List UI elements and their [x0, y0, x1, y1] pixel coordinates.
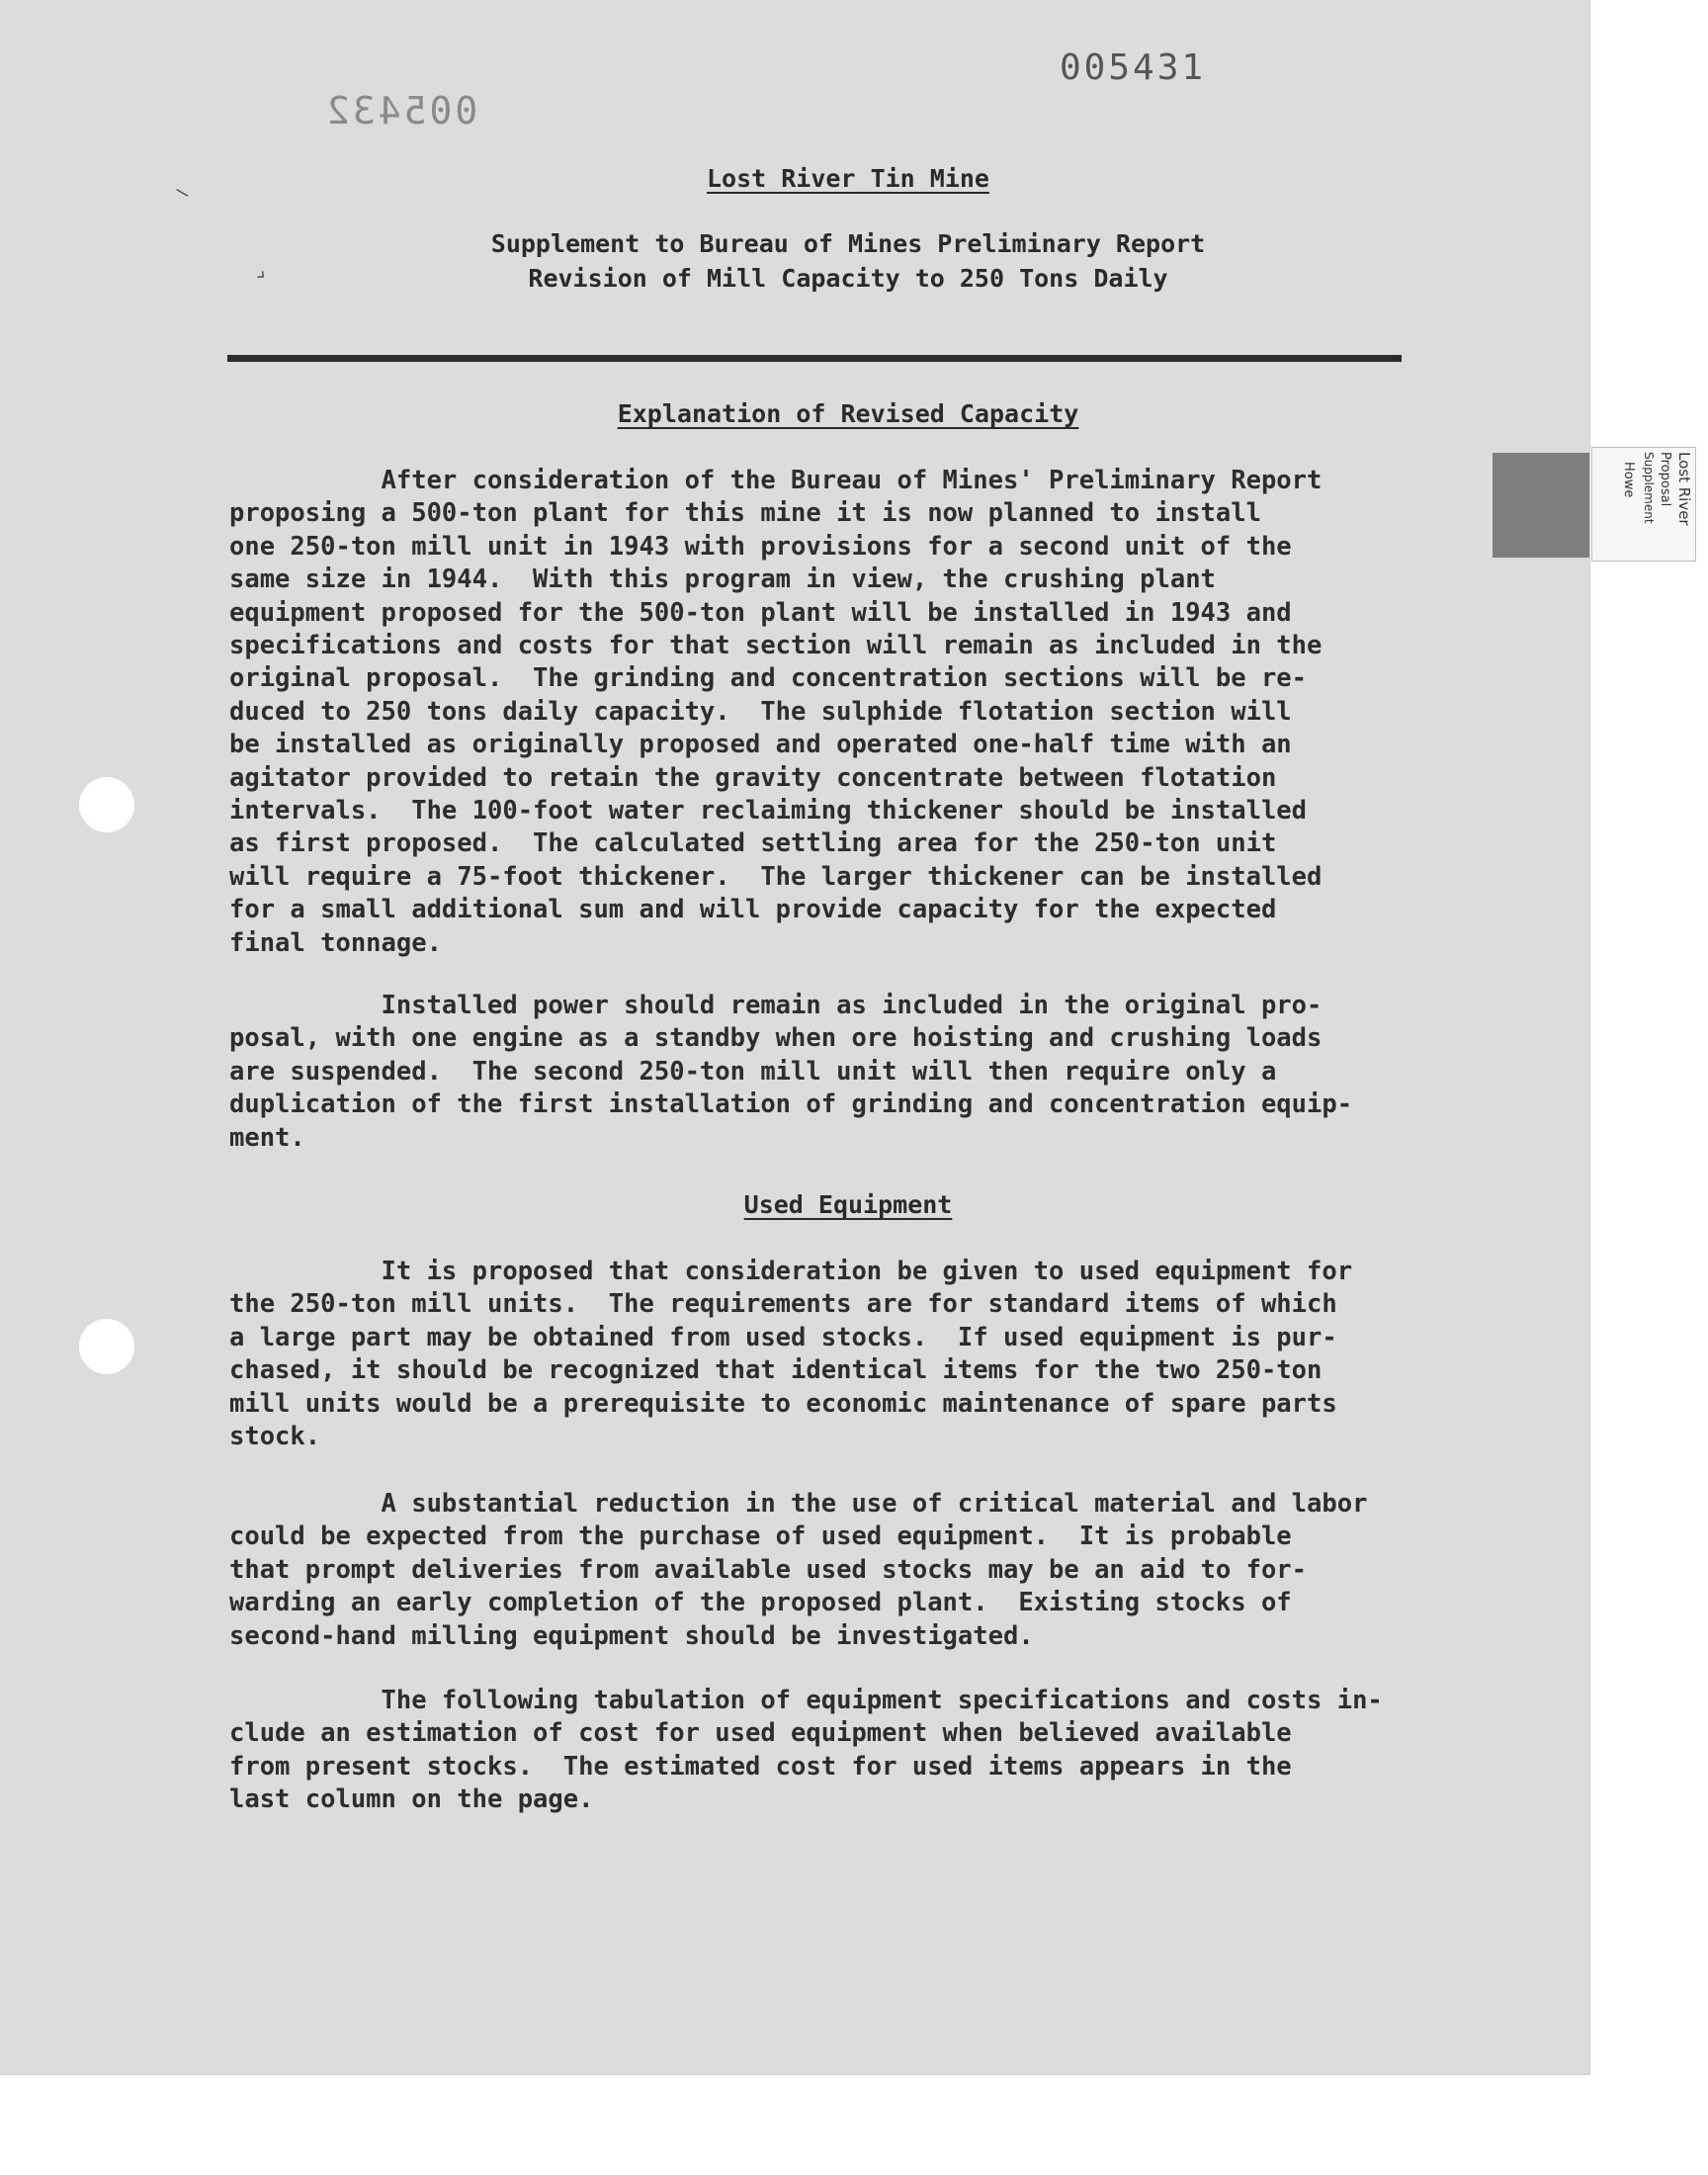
punch-hole-upper — [79, 777, 134, 832]
file-tab-label — [1591, 447, 1696, 562]
paragraph-used-equipment-3: The following tabulation of equipment specifications and costs in- clude an estimation of cost for used equipment when believed available from present stocks. The estimated cost for used items appears in the last column on the page. — [229, 1686, 1383, 1815]
paragraph-revised-capacity-2: Installed power should remain as included in the original pro- posal, with one engine as a standby when ore hoisting and crushing loads are suspended. The second 250-ton mill unit will then require only a duplication of the first installation of grinding and concentration equip- ment. — [229, 991, 1353, 1153]
file-tab-label-line-2: Proposal — [1658, 452, 1672, 507]
heavy-divider-rule — [227, 355, 1402, 362]
paragraph-used-equipment-2: A substantial reduction in the use of critical material and labor could be expected from the purchase of used equipment. It is probable that prompt deliveries from available used stocks may be an aid to for- warding an early completion of the proposed plant. Existing stocks of second-hand milling equipment should be investigated. — [229, 1489, 1368, 1651]
section-heading-revised-capacity: Explanation of Revised Capacity — [617, 399, 1079, 428]
file-tab-label-line-1: Lost River — [1675, 452, 1693, 526]
document-title: Lost River Tin Mine — [707, 164, 989, 193]
file-tab-label-line-3: Supplement — [1642, 452, 1656, 524]
pencil-mark: › — [248, 261, 275, 290]
punch-hole-lower — [79, 1319, 134, 1374]
section-heading-used-equipment: Used Equipment — [743, 1190, 953, 1219]
pencil-mark: — — [170, 178, 195, 207]
paragraph-used-equipment-1: It is proposed that consideration be given to used equipment for the 250-ton mill units. The requirements are for standard items of which a large part may be obtained from used stocks. If used equipment is pur- chased, it should be recognized that identical items for the two 250-ton mill units would be a prerequisite to economic maintenance of spare parts stock. — [229, 1257, 1353, 1452]
file-tab — [1493, 453, 1589, 558]
document-number-stamp: 005431 — [1060, 47, 1207, 88]
mirrored-number-stamp: 005432 — [324, 89, 478, 132]
paragraph-revised-capacity-1: After consideration of the Bureau of Mines' Preliminary Report proposing a 500-ton plant for this mine it is now planned to install one 250-ton mill unit in 1943 with provisions for a second unit of the same size in 1944. With this program in view, the crushing plant equipment proposed for the 500-ton plant will be installed in 1943 and specifications and costs for that section will remain as included in the original proposal. The grinding and concentration sections will be re- duced to 250 tons daily capacity. The sulphide flotation section will be installed as originally proposed and operated one-half time with an agitator provided to retain the gravity concentrate between flotation intervals. The 100-foot water reclaiming thickener should be installed as first proposed. The calculated settling area for the 250-ton unit will require a 75-foot thickener. The larger thickener can be installed for a small additional sum and will provide capacity for the expected final tonnage. — [229, 466, 1323, 958]
file-tab-label-line-4: Howe — [1621, 462, 1636, 498]
document-subtitle-line-2: Revision of Mill Capacity to 250 Tons Daily — [528, 264, 1168, 293]
document-subtitle-line-1: Supplement to Bureau of Mines Preliminary Report — [490, 229, 1206, 258]
